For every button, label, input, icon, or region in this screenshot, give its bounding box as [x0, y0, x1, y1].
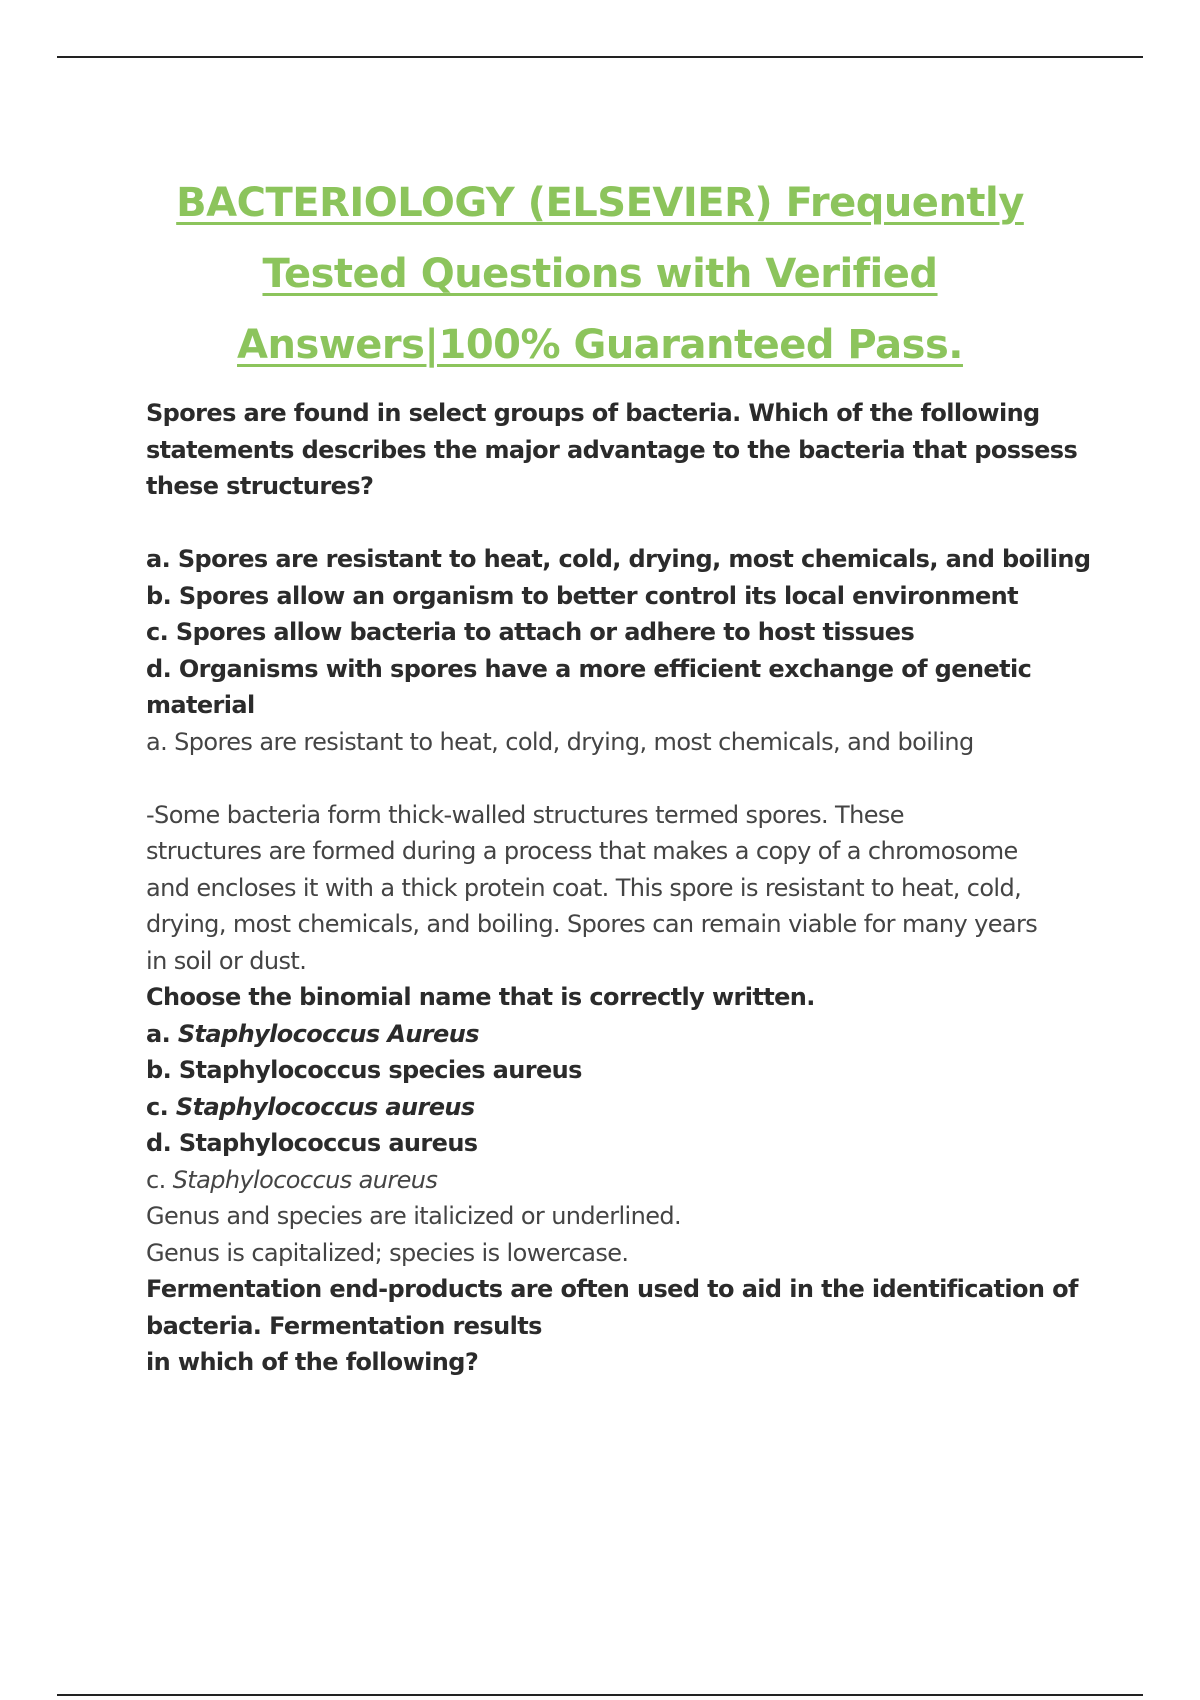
question-text: Spores are found in select groups of bacteria. Which of the following: [146, 399, 1040, 427]
explanation-text: in soil or dust.: [146, 946, 307, 975]
title-line: BACTERIOLOGY (ELSEVIER) Frequently: [176, 180, 1024, 226]
question-text: Choose the binomial name that is correctly written.: [146, 983, 815, 1011]
correct-answer: a. Spores are resistant to heat, cold, drying, most chemicals, and boiling: [146, 727, 974, 756]
document-title: [150, 168, 1050, 381]
answer-option: c. Spores allow bacteria to attach or adhere to host tissues: [146, 618, 915, 646]
explanation-text: Genus is capitalized; species is lowercase.: [146, 1238, 629, 1267]
question-text: in which of the following?: [146, 1348, 479, 1376]
question-text: Fermentation end-products are often used to aid in the identification of: [146, 1275, 1078, 1303]
question-text: statements describes the major advantage to the bacteria that possess: [146, 435, 1078, 464]
title-line: Answers|100% Guaranteed Pass.: [237, 322, 963, 368]
option-letter: a.: [146, 1019, 178, 1048]
bottom-rule: [57, 1694, 1143, 1696]
answer-option: d. Organisms with spores have a more efficient exchange of genetic: [146, 654, 1032, 683]
option-name: Staphylococcus Aureus: [177, 1019, 479, 1048]
explanation-text: drying, most chemicals, and boiling. Spores can remain viable for many years: [146, 910, 1038, 938]
answer-option: b. Staphylococcus species aureus: [146, 1056, 582, 1084]
document-body: [146, 395, 1106, 1381]
question-text: these structures?: [146, 472, 374, 500]
answer-letter: c.: [146, 1165, 173, 1194]
answer-option: b. Spores allow an organism to better control its local environment: [146, 581, 1019, 610]
correct-answer: [146, 1162, 1106, 1199]
option-letter: c.: [146, 1092, 176, 1121]
answer-option: [146, 1016, 1106, 1053]
answer-option: d. Staphylococcus aureus: [146, 1129, 478, 1157]
answer-option: a. Spores are resistant to heat, cold, drying, most chemicals, and boiling: [146, 545, 1091, 573]
explanation-text: Genus and species are italicized or underlined.: [146, 1202, 682, 1230]
answer-option: material: [146, 691, 255, 719]
explanation-text: -Some bacteria form thick-walled structures termed spores. These: [146, 800, 904, 829]
option-name: Staphylococcus aureus: [175, 1092, 475, 1121]
answer-option: [146, 1089, 1106, 1126]
title-line: Tested Questions with Verified: [262, 251, 938, 297]
question-text: bacteria. Fermentation results: [146, 1311, 542, 1340]
answer-name: Staphylococcus aureus: [172, 1165, 438, 1194]
explanation-text: and encloses it with a thick protein coat. This spore is resistant to heat, cold,: [146, 873, 1022, 902]
explanation-text: structures are formed during a process that makes a copy of a chromosome: [146, 837, 1018, 865]
top-rule: [57, 56, 1143, 58]
